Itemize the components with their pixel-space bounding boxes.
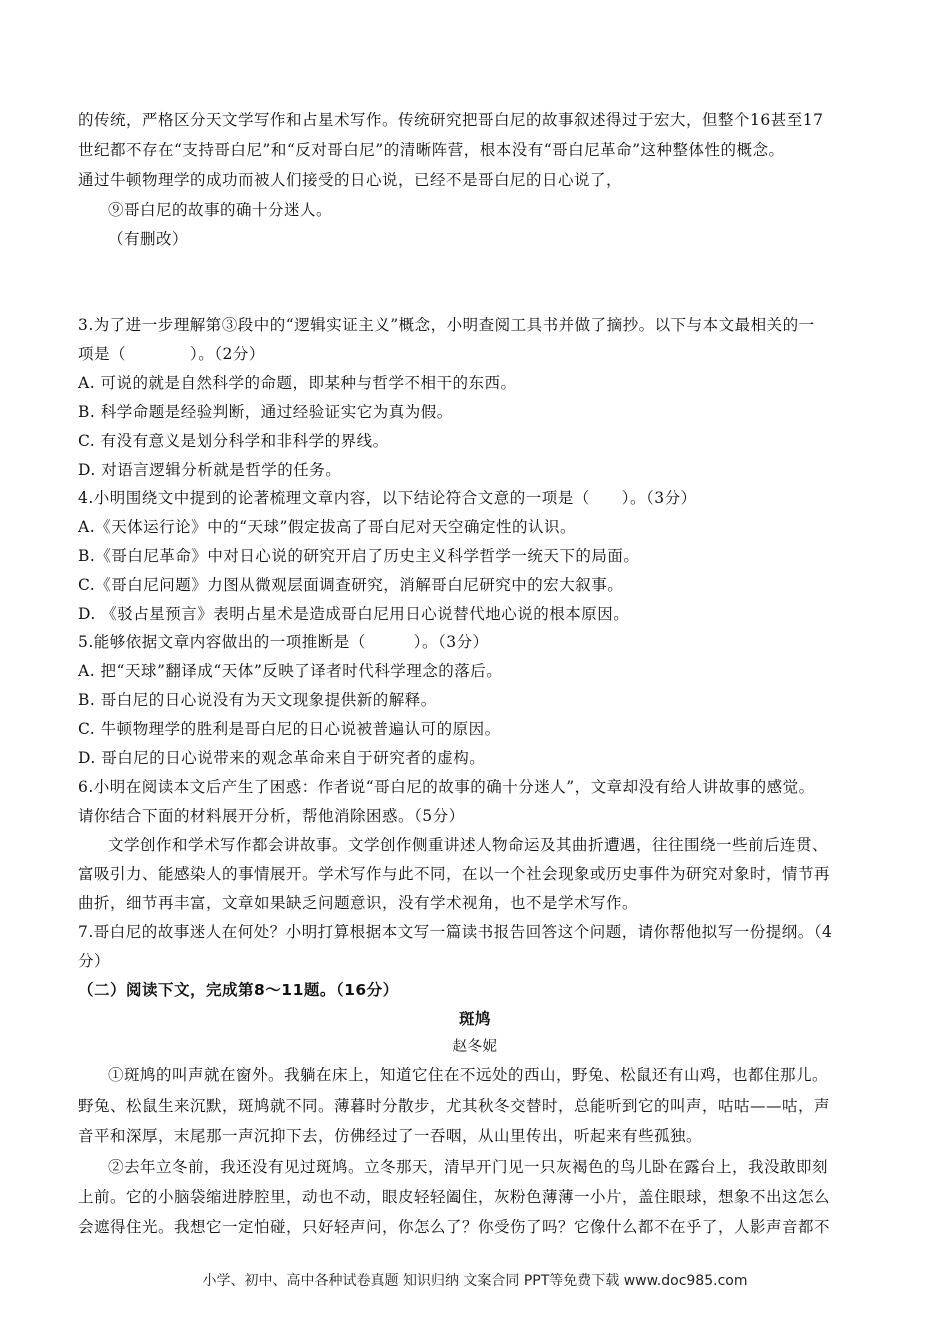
article-paragraph-1: ①斑鸠的叫声就在窗外。我躺在床上，知道它住在不远处的西山，野兔、松鼠还有山鸡，也都住那儿。 (108, 1066, 829, 1084)
passage-line: 通过牛顿物理学的成功而被人们接受的日心说，已经不是哥白尼的日心说了， (78, 171, 623, 189)
question-6-material: 曲折，细节再丰富，文章如果缺乏问题意识，没有学术视角，也不是学术写作。 (78, 894, 639, 912)
question-4-option-d: D. 《驳占星预言》表明占星术是造成哥白尼用日心说替代地心说的根本原因。 (78, 605, 630, 623)
question-6-stem: 6.小明在阅读本文后产生了困惑：作者说“哥白尼的故事的确十分迷人”，文章却没有给人讲故事的感觉。 (78, 778, 815, 796)
passage-paragraph-9: ⑨哥白尼的故事的确十分迷人。 (108, 201, 333, 219)
question-6-material: 富吸引力、能感染人的事情展开。学术写作与此不同，在以一个社会现象或历史事件为研究对象时，情节再 (78, 865, 831, 883)
question-5-option-b: B. 哥白尼的日心说没有为天文现象提供新的解释。 (78, 691, 437, 709)
question-4-option-c: C.《哥白尼问题》力图从微观层面调查研究，消解哥白尼研究中的宏大叙事。 (78, 576, 624, 594)
question-6-stem: 请你结合下面的材料展开分析，帮他消除困惑。（5分） (78, 807, 465, 825)
question-5-option-a: A. 把“天球”翻译成“天体”反映了译者时代科学理念的落后。 (78, 662, 503, 680)
question-5-stem: 5.能够依据文章内容做出的一项推断是（ ）。（3分） (78, 633, 489, 651)
question-3-option-c: C. 有没有意义是划分科学和非科学的界线。 (78, 432, 389, 450)
passage-line: 世纪都不存在“支持哥白尼”和“反对哥白尼”的清晰阵营，根本没有“哥白尼革命”这种整体性的概念。 (78, 141, 785, 159)
page-footer: 小学、初中、高中各种试卷真题 知识归纳 文案合同 PPT等免费下载 www.doc985.com (202, 1273, 748, 1289)
question-4-option-b: B.《哥白尼革命》中对日心说的研究开启了历史主义科学哲学一统天下的局面。 (78, 547, 640, 565)
question-7-stem: 分） (78, 952, 111, 970)
passage-line: 的传统，严格区分天文学写作和占星术写作。传统研究把哥白尼的故事叙述得过于宏大，但整个16甚至17 (78, 111, 824, 129)
article-author: 赵冬妮 (452, 1039, 498, 1055)
article-paragraph-1: 音平和深厚，末尾那一声沉抑下去，仿佛经过了一吞咽，从山里传出，听起来有些孤独。 (78, 1127, 703, 1145)
question-3-option-d: D. 对语言逻辑分析就是哲学的任务。 (78, 461, 342, 479)
article-title: 斑鸠 (458, 1010, 491, 1028)
question-7-stem: 7.哥白尼的故事迷人在何处？小明打算根据本文写一篇读书报告回答这个问题，请你帮他拟写一份提纲。（4 (78, 923, 833, 941)
question-3-option-a: A. 可说的就是自然科学的命题，即某种与哲学不相干的东西。 (78, 374, 517, 392)
question-3-stem: 项是（ ）。（2分） (78, 345, 265, 363)
question-4-option-a: A.《天体运行论》中的“天球”假定拔高了哥白尼对天空确定性的认识。 (78, 518, 576, 536)
article-paragraph-2: ②去年立冬前，我还没有见过斑鸠。立冬那天，清早开门见一只灰褐色的鸟儿卧在露台上，我没敢即刻 (108, 1158, 829, 1176)
article-paragraph-1: 野兔、松鼠生来沉默，斑鸠就不同。薄暮时分散步，尤其秋冬交替时，总能听到它的叫声，咕咕——咕，声 (78, 1097, 831, 1115)
source-note: （有删改） (108, 230, 189, 248)
question-3-stem: 3.为了进一步理解第③段中的“逻辑实证主义”概念，小明查阅工具书并做了摘抄。以下与本文最相关的一 (78, 316, 815, 334)
question-5-option-d: D. 哥白尼的日心说带来的观念革命来自于研究者的虚构。 (78, 749, 486, 767)
question-3-option-b: B. 科学命题是经验判断，通过经验证实它为真为假。 (78, 403, 453, 421)
section-2-heading: （二）阅读下文，完成第8～11题。（16分） (78, 981, 399, 999)
question-4-stem: 4.小明围绕文中提到的论著梳理文章内容，以下结论符合文意的一项是（ ）。（3分） (78, 489, 697, 507)
article-paragraph-2: 会遮得住光。我想它一定怕碰，只好轻声问，你怎么了？你受伤了吗？它像什么都不在乎了，人影声音都不 (78, 1218, 831, 1236)
question-5-option-c: C. 牛顿物理学的胜利是哥白尼的日心说被普遍认可的原因。 (78, 720, 501, 738)
question-6-material: 文学创作和学术写作都会讲故事。文学创作侧重讲述人物命运及其曲折遭遇，往往围绕一些前后连贯、 (108, 836, 829, 854)
article-paragraph-2: 上前。它的小脑袋缩进脖腔里，动也不动，眼皮轻轻阖住，灰粉色薄薄一小片，盖住眼球，想象不出这怎么 (78, 1188, 831, 1206)
